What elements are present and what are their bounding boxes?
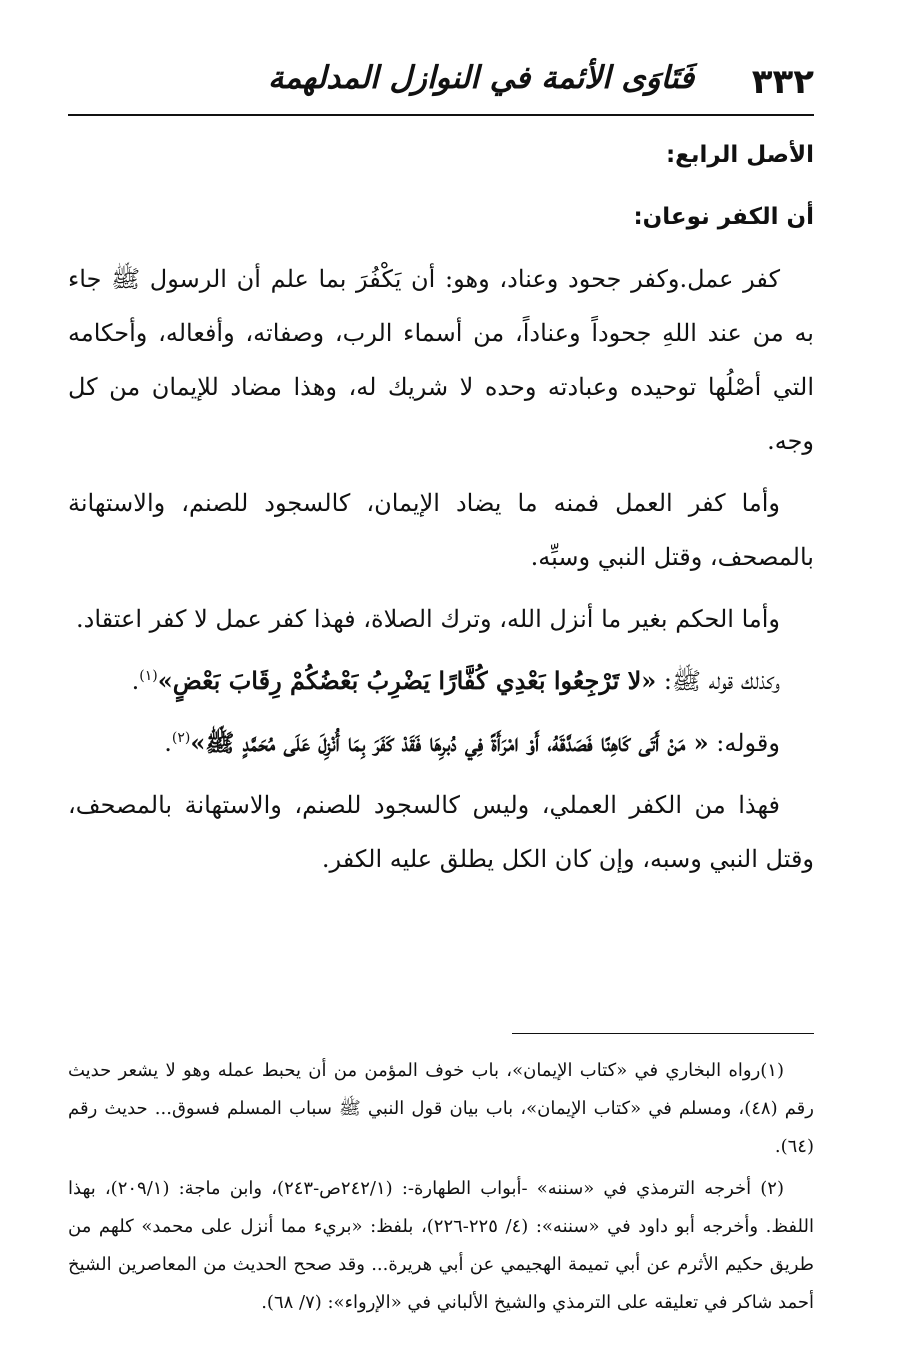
paragraph-4 <box>68 654 814 708</box>
main-text <box>68 128 814 894</box>
footnote-2: (٢) أخرجه الترمذي في «سننه» -أبواب الطهارة-: (٢٤٢/١ص-٢٤٣)، وابن ماجة: (٢٠٩/١)، بهذا اللفظ. وأخرجه أبو داود في «سننه»: (٤/ ٢٢٥-٢٢٦)، بلفظ: «بريء مما أنزل على محمد» كلهم من طريق حكيم الأثرم عن أبي تميمة الهجيمي عن أبي هريرة... وقد صحح الحديث من المعاصرين الشيخ أحمد شاكر في تعليقه على الترمذي والشيخ الألباني في «الإرواء»: (٧/ ٦٨). <box>68 1178 814 1313</box>
footnote-ref-1[interactable]: (١) <box>139 668 158 684</box>
paragraph-1: كفر عمل.وكفر جحود وعناد، وهو: أن يَكْفُرَ بما علم أن الرسول ﷺ جاء به من عند اللهِ جحوداً وعناداً، من أسماء الرب، وصفاته، وأفعاله، وأحكامه التي أصْلُها توحيده وعبادته وحده لا شريك له، وهذا مضاد للإيمان من كل وجه. <box>68 265 814 455</box>
footnotes <box>68 1052 814 1326</box>
footnote-1: (١)رواه البخاري في «كتاب الإيمان»، باب خوف المؤمن من أن يحبط عمله وهو لا يشعر حديث رقم (٤٨)، ومسلم في «كتاب الإيمان»، باب بيان قول النبي ﷺ سباب المسلم فسوق... حديث رقم (٦٤). <box>68 1060 814 1157</box>
paragraph-2: وأما كفر العمل فمنه ما يضاد الإيمان، كالسجود للصنم، والاستهانة بالمصحف، وقتل النبي وسبِّه. <box>68 489 814 571</box>
paragraph-5-intro: وقوله: <box>708 729 780 757</box>
running-title: فَتَاوَى الأئمة في النوازل المدلهمة <box>268 60 695 96</box>
paragraph-6: فهذا من الكفر العملي، وليس كالسجود للصنم، والاستهانة بالمصحف، وقتل النبي وسبه، وإن كان الكل يطلق عليه الكفر. <box>68 791 814 873</box>
section-heading: الأصل الرابع: <box>665 142 814 168</box>
paragraph-5 <box>68 716 814 770</box>
footnote-divider <box>512 1033 814 1034</box>
paragraph-5-end: . <box>164 729 172 757</box>
paragraph-4-intro: وكذلك قوله ﷺ: <box>656 667 780 695</box>
hadith-quote-1: «لا تَرْجِعُوا بَعْدِي كُفَّارًا يَضْرِبُ بَعْضُكُمْ رِقَابَ بَعْضٍ» <box>157 666 657 695</box>
footnote-ref-2[interactable]: (٢) <box>171 730 191 746</box>
hadith-quote-2: « مَنْ أَتَى كَاهِنًا فَصَدَّقَهُ، أَوْ امْرَأَةً فِي دُبرِهَا فَقَدْ كَفَرَ بِمَا أُنْزِلَ عَلَى مُحَمَّدٍ ﷺ» <box>190 728 709 757</box>
page-header <box>68 56 814 116</box>
section-subheading: أن الكفر نوعان: <box>633 204 814 230</box>
paragraph-3: وأما الحكم بغير ما أنزل الله، وترك الصلاة، فهذا كفر عمل لا كفر اعتقاد. <box>76 605 780 633</box>
page-number: ٣٣٢ <box>751 62 814 102</box>
paragraph-4-end: . <box>131 667 140 695</box>
